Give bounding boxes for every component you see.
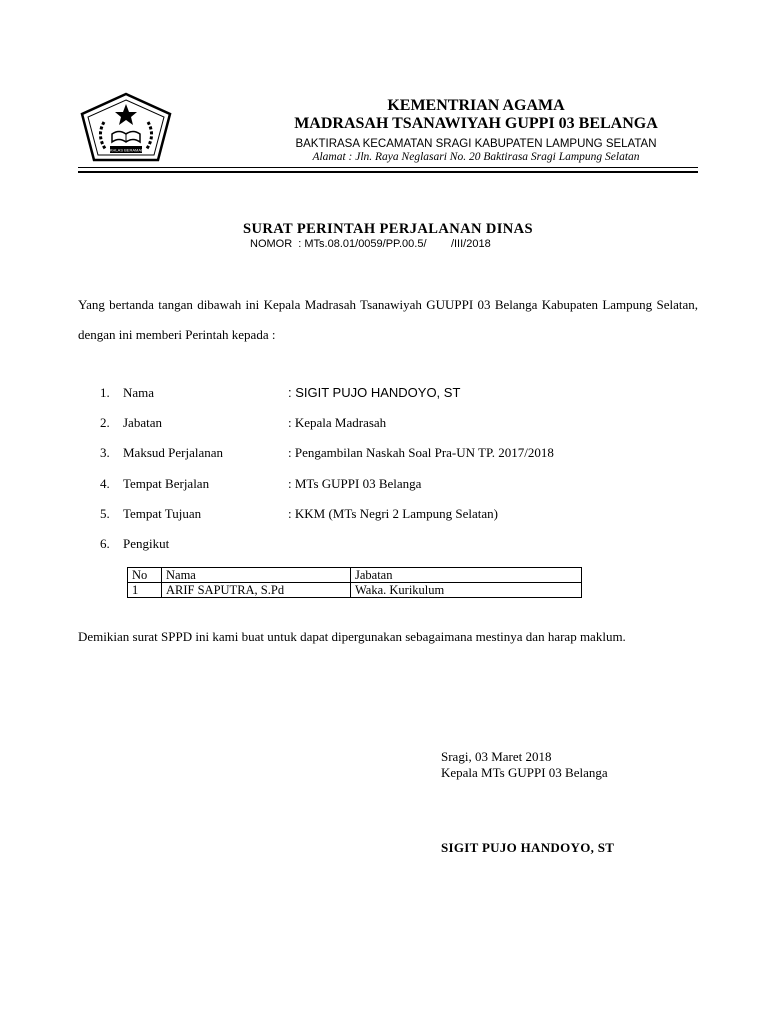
list-item (78, 536, 698, 556)
item-number: 3. (100, 445, 110, 460)
svg-text:IKHLAS BERAMAL: IKHLAS BERAMAL (108, 147, 144, 153)
signature-place-date: Sragi, 03 Maret 2018 (441, 749, 552, 764)
signature-name: SIGIT PUJO HANDOYO, ST (441, 840, 615, 855)
intro-paragraph: Yang bertanda tangan dibawah ini Kepala Madrasah Tsanawiyah GUUPPI 03 Belanga Kabupaten Lampung Selatan, dengan ini memberi Perintah kepada : (78, 297, 698, 342)
item-label: Tempat Tujuan (123, 506, 202, 521)
table-header-cell: No (128, 568, 162, 583)
item-label: Pengikut (123, 536, 170, 551)
item-value: : Kepala Madrasah (288, 415, 387, 430)
school-address: Alamat : Jln. Raya Neglasari No. 20 Baktirasa Sragi Lampung Selatan (312, 151, 640, 163)
item-value: : MTs GUPPI 03 Belanga (288, 476, 422, 491)
item-number: 1. (100, 385, 110, 400)
school-location: BAKTIRASA KECAMATAN SRAGI KABUPATEN LAMPUNG SELATAN (295, 138, 657, 150)
list-item (78, 506, 698, 526)
item-number: 4. (100, 476, 110, 491)
table-cell: 1 (128, 583, 162, 598)
table-header-cell: Jabatan (351, 568, 582, 583)
pengikut-table (127, 567, 582, 598)
table-header-cell: Nama (162, 568, 351, 583)
item-value: : KKM (MTs Negri 2 Lampung Selatan) (288, 506, 498, 521)
item-value: : SIGIT PUJO HANDOYO, ST (288, 385, 461, 400)
letter-title: SURAT PERINTAH PERJALANAN DINAS (243, 221, 533, 237)
school-name: MADRASAH TSANAWIYAH GUPPI 03 BELANGA (294, 115, 658, 132)
table-row (128, 583, 582, 598)
item-number: 6. (100, 536, 110, 551)
signature-position: Kepala MTs GUPPI 03 Belanga (441, 765, 608, 780)
item-label: Tempat Berjalan (123, 476, 210, 491)
table-header-row (128, 568, 582, 583)
closing-paragraph: Demikian surat SPPD ini kami buat untuk dapat dipergunakan sebagaimana mestinya dan harap maklum. (78, 629, 626, 644)
item-number: 5. (100, 506, 110, 521)
header-divider-thin (78, 167, 698, 168)
item-label: Maksud Perjalanan (123, 445, 224, 460)
item-label: Jabatan (123, 415, 162, 430)
item-label: Nama (123, 385, 155, 400)
list-item (78, 445, 698, 465)
ministry-name: KEMENTRIAN AGAMA (387, 97, 565, 114)
header-divider-thick (78, 171, 698, 173)
table-cell: Waka. Kurikulum (351, 583, 582, 598)
item-value: : Pengambilan Naskah Soal Pra-UN TP. 2017/2018 (288, 445, 554, 460)
madrasah-logo (78, 92, 174, 164)
list-item (78, 476, 698, 496)
list-item (78, 415, 698, 435)
letter-number: NOMOR : MTs.08.01/0059/PP.00.5/ /III/2018 (250, 238, 491, 250)
table-cell: ARIF SAPUTRA, S.Pd (162, 583, 351, 598)
list-item (78, 385, 698, 405)
item-number: 2. (100, 415, 110, 430)
